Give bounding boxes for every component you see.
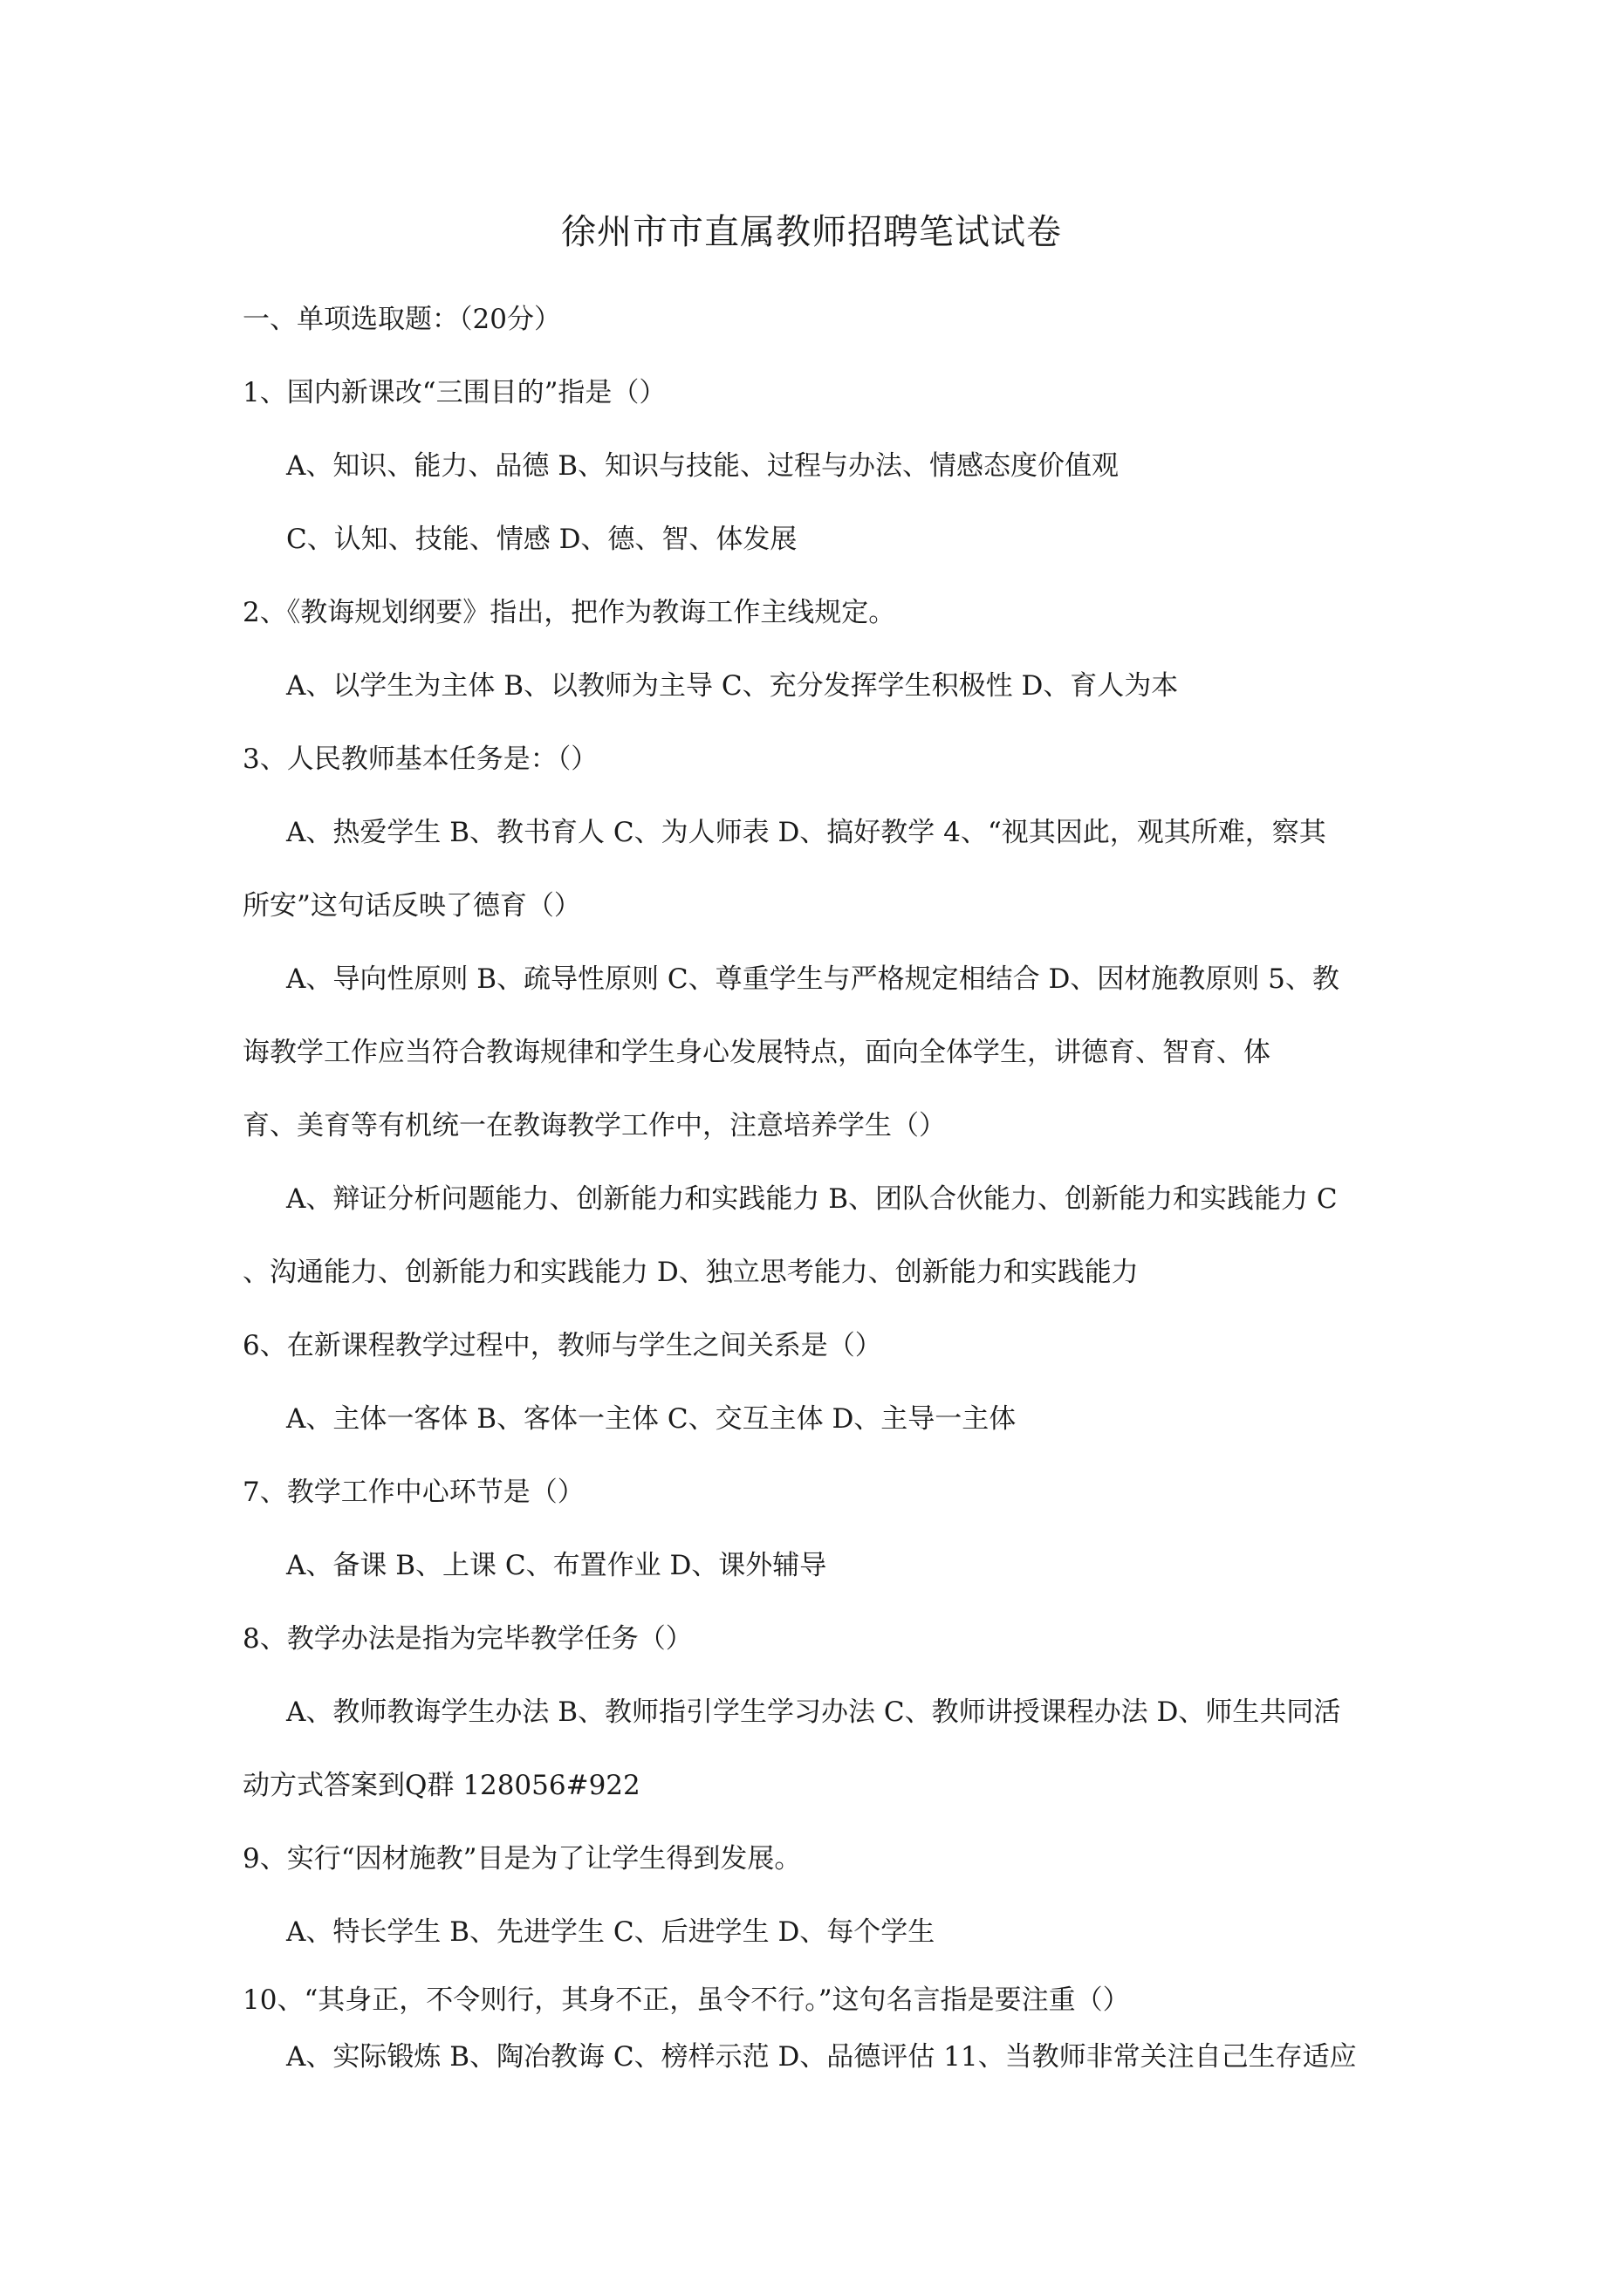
question-10: 10、“其身正，不令则行，其身不正，虽令不行。”这句名言指是要注重（） — [243, 1984, 1130, 2016]
question-1: 1、国内新课改“三围目的”指是（） — [243, 377, 667, 408]
question-9-options: A、特长学生 B、先进学生 C、后进学生 D、每个学生 — [286, 1916, 935, 1948]
question-5-text: 诲教学工作应当符合教诲规律和学生身心发展特点，面向全体学生，讲德育、智育、体 — [243, 1037, 1270, 1068]
question-1-options-cd: C、认知、技能、情感 D、德、智、体发展 — [286, 524, 798, 555]
question-2: 2、《教诲规划纲要》指出，把作为教诲工作主线规定。 — [243, 597, 896, 628]
question-6: 6、在新课程教学过程中，教师与学生之间关系是（） — [243, 1330, 882, 1361]
question-7: 7、教学工作中心环节是（） — [243, 1477, 585, 1508]
question-1-options-ab: A、知识、能力、品德 B、知识与技能、过程与办法、情感态度价值观 — [286, 450, 1120, 482]
question-5-text-continued: 育、美育等有机统一在教诲教学工作中，注意培养学生（） — [243, 1110, 946, 1141]
question-4-continued: 所安”这句话反映了德育（） — [243, 890, 581, 922]
section-heading: 一、单项选取题：（20分） — [243, 304, 561, 335]
question-6-options: A、主体一客体 B、客体一主体 C、交互主体 D、主导一主体 — [286, 1403, 1017, 1435]
question-4-options: A、导向性原则 B、疏导性原则 C、尊重学生与严格规定相结合 D、因材施教原则 5、教 — [286, 963, 1339, 995]
question-9: 9、实行“因材施教”目是为了让学生得到发展。 — [243, 1843, 802, 1874]
question-7-options: A、备课 B、上课 C、布置作业 D、课外辅导 — [286, 1550, 827, 1581]
question-8-options: A、教师教诲学生办法 B、教师指引学生学习办法 C、教师讲授课程办法 D、师生共同活 — [286, 1696, 1341, 1728]
question-8: 8、教学办法是指为完毕教学任务（） — [243, 1623, 693, 1655]
question-10-options: A、实际锻炼 B、陶冶教诲 C、榜样示范 D、品德评估 11、当教师非常关注自己生存适应 — [286, 2041, 1357, 2073]
question-5-options-continued: 、沟通能力、创新能力和实践能力 D、独立思考能力、创新能力和实践能力 — [243, 1257, 1139, 1288]
document-title: 徐州市市直属教师招聘笔试试卷 — [561, 212, 1062, 252]
question-5-options: A、辩证分析问题能力、创新能力和实践能力 B、团队合伙能力、创新能力和实践能力 C — [286, 1183, 1338, 1215]
question-2-options: A、以学生为主体 B、以教师为主导 C、充分发挥学生积极性 D、育人为本 — [286, 670, 1179, 702]
question-3: 3、人民教师基本任务是：（） — [243, 744, 599, 775]
question-8-options-continued: 动方式答案到Q群 128056#922 — [243, 1770, 640, 1801]
question-3-options: A、热爱学生 B、教书育人 C、为人师表 D、搞好教学 4、“视其因此，观其所难，察其 — [286, 817, 1326, 848]
